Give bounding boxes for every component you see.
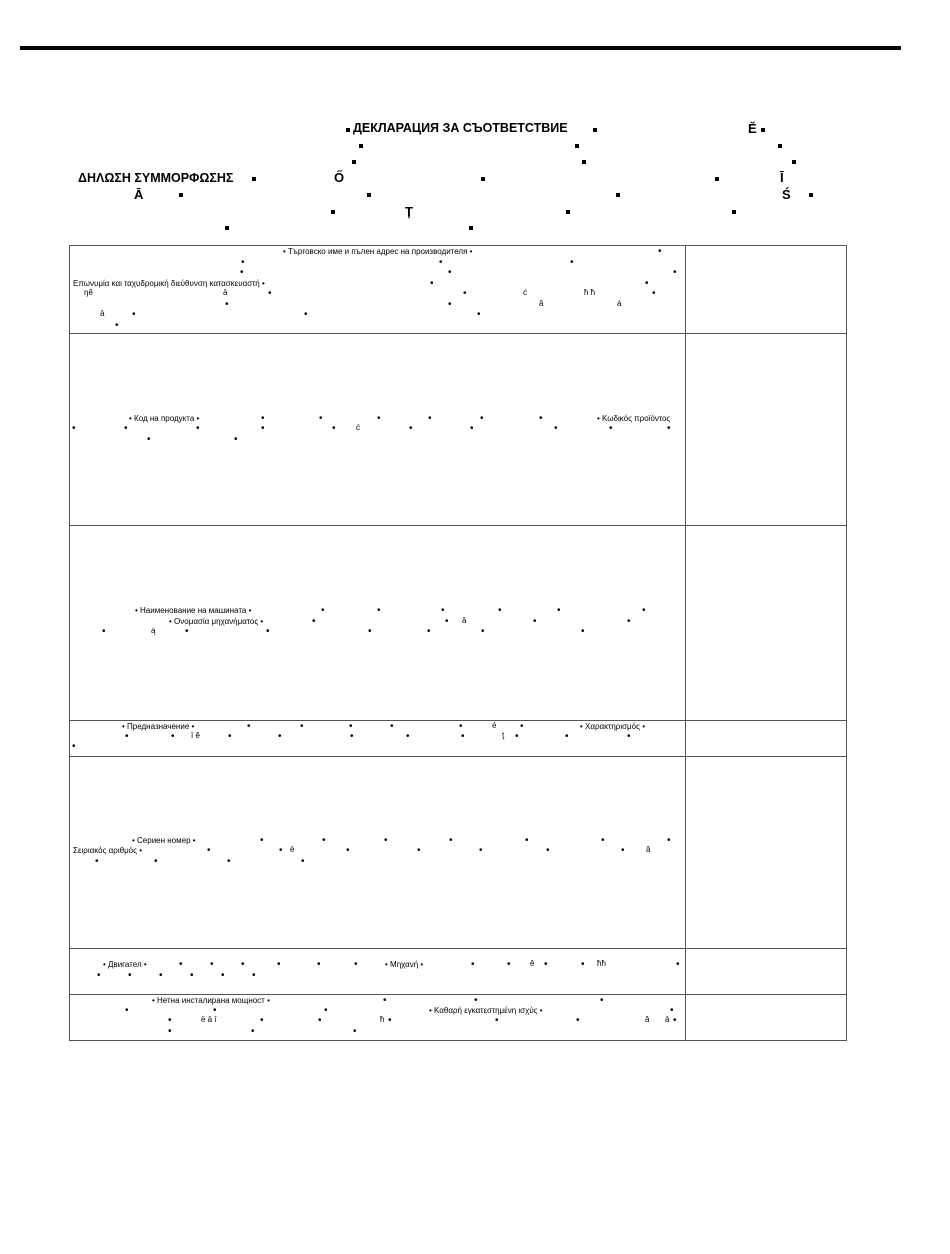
- dot: •: [445, 616, 449, 627]
- dot: •: [642, 605, 646, 616]
- dot: •: [441, 605, 445, 616]
- dot: •: [353, 1026, 357, 1037]
- title-glyph: Ā: [134, 187, 144, 202]
- bullet: [593, 128, 597, 132]
- dot: •: [227, 856, 231, 867]
- dot: •: [251, 1026, 255, 1037]
- dot: •: [304, 309, 308, 320]
- dot: •: [252, 970, 256, 981]
- table-row-product-code: [70, 334, 847, 526]
- dot: •: [428, 413, 432, 424]
- dot: •: [601, 835, 605, 846]
- dot: •: [190, 970, 194, 981]
- dot: •: [322, 835, 326, 846]
- dot: •: [546, 845, 550, 856]
- dot: •: [95, 856, 99, 867]
- dot: •: [448, 299, 452, 310]
- dot: •: [278, 731, 282, 742]
- dot: •: [210, 959, 214, 970]
- dot: •: [125, 731, 129, 742]
- dot: •: [97, 970, 101, 981]
- dot: •: [621, 845, 625, 856]
- dot: •: [268, 288, 272, 299]
- fragment: ā: [100, 309, 105, 318]
- fragment: ţ: [502, 731, 505, 740]
- bullet: [225, 226, 229, 230]
- bullet: [179, 193, 183, 197]
- bullet: [809, 193, 813, 197]
- product-code-value-cell: [686, 334, 847, 526]
- table-row-intended-use: [70, 721, 847, 757]
- fragment: ŋê: [84, 288, 93, 297]
- label-greek: • Μηχανή •: [385, 960, 424, 969]
- engine-label-cell: [70, 949, 686, 995]
- dot: •: [301, 856, 305, 867]
- dot: •: [266, 626, 270, 637]
- bullet: [575, 144, 579, 148]
- serial-number-value-cell: [686, 757, 847, 949]
- bullet: [481, 177, 485, 181]
- dot: •: [317, 959, 321, 970]
- table-row-engine: [70, 949, 847, 995]
- dot: •: [332, 423, 336, 434]
- dot: •: [383, 995, 387, 1006]
- dot: •: [430, 278, 434, 289]
- dot: •: [321, 605, 325, 616]
- dot: •: [72, 423, 76, 434]
- dot: •: [507, 959, 511, 970]
- dot: •: [196, 423, 200, 434]
- dot: •: [448, 267, 452, 278]
- bullet: [761, 128, 765, 132]
- machine-name-label-cell: [70, 526, 686, 721]
- bullet: [359, 144, 363, 148]
- dot: •: [480, 413, 484, 424]
- label-bulgarian: • Двигател •: [103, 960, 147, 969]
- dot: •: [260, 835, 264, 846]
- dot: •: [318, 1015, 322, 1026]
- dot: •: [247, 721, 251, 732]
- bullet: [469, 226, 473, 230]
- table-row-machine-name: [70, 526, 847, 721]
- dot: •: [576, 1015, 580, 1026]
- dot: •: [581, 626, 585, 637]
- dot: •: [673, 267, 677, 278]
- dot: •: [495, 1015, 499, 1026]
- table-row-manufacturer: [70, 246, 847, 334]
- product-code-label-cell: [70, 334, 686, 526]
- dot: •: [159, 970, 163, 981]
- bullet: [346, 128, 350, 132]
- dot: •: [581, 959, 585, 970]
- fragment: ë: [290, 845, 295, 854]
- label-bulgarian: • Сериен номер •: [132, 836, 196, 845]
- dot: •: [179, 959, 183, 970]
- dot: •: [557, 605, 561, 616]
- dot: •: [388, 1015, 392, 1026]
- dot: •: [168, 1026, 172, 1037]
- fragment: ħ ħ: [584, 288, 596, 297]
- machine-name-value-cell: [686, 526, 847, 721]
- dot: •: [168, 1015, 172, 1026]
- dot: •: [240, 267, 244, 278]
- dot: •: [477, 309, 481, 320]
- dot: •: [673, 1015, 677, 1026]
- dot: •: [261, 423, 265, 434]
- label-greek: • Κωδικός προϊόντος: [597, 414, 671, 423]
- title-glyph: Ś: [782, 187, 791, 202]
- title-bulgarian: ДЕКЛАРАЦИЯ ЗА СЪОТВЕТСТВИЕ: [353, 121, 568, 135]
- dot: •: [658, 246, 662, 257]
- label-bulgarian: • Наименование на машината •: [135, 606, 252, 615]
- fragment: ą: [151, 626, 156, 635]
- bullet: [352, 160, 356, 164]
- dot: •: [570, 257, 574, 268]
- dot: •: [409, 423, 413, 434]
- bullet: [582, 160, 586, 164]
- dot: •: [481, 626, 485, 637]
- fragment: á: [617, 299, 622, 308]
- bullet: [778, 144, 782, 148]
- intended-use-value-cell: [686, 721, 847, 757]
- fragment: ć: [356, 423, 360, 432]
- dot: •: [627, 616, 631, 627]
- dot: •: [439, 257, 443, 268]
- fragment: ë ā ī: [201, 1015, 217, 1024]
- dot: •: [459, 721, 463, 732]
- dot: •: [667, 835, 671, 846]
- engine-value-cell: [686, 949, 847, 995]
- fragment: ê: [530, 959, 535, 968]
- intended-use-label-cell: [70, 721, 686, 757]
- label-greek: Επωνυμία και ταχυδρομική διεύθυνση κατασκευαστή •: [73, 279, 265, 288]
- dot: •: [652, 288, 656, 299]
- dot: •: [406, 731, 410, 742]
- title-glyph: Ī: [780, 170, 784, 185]
- dot: •: [72, 741, 76, 752]
- bullet: [732, 210, 736, 214]
- dot: •: [417, 845, 421, 856]
- dot: •: [515, 731, 519, 742]
- bullet: [715, 177, 719, 181]
- dot: •: [471, 959, 475, 970]
- dot: •: [470, 423, 474, 434]
- dot: •: [479, 845, 483, 856]
- dot: •: [221, 970, 225, 981]
- dot: •: [427, 626, 431, 637]
- label-bulgarian: • Код на продукта •: [129, 414, 200, 423]
- dot: •: [234, 434, 238, 445]
- dot: •: [390, 721, 394, 732]
- label-greek: • Χαρακτηρισμός •: [580, 722, 645, 731]
- dot: •: [185, 626, 189, 637]
- dot: •: [525, 835, 529, 846]
- fragment: ā: [223, 288, 228, 297]
- dot: •: [554, 423, 558, 434]
- dot: •: [461, 731, 465, 742]
- fragment: ī ê: [191, 731, 200, 740]
- serial-number-label-cell: [70, 757, 686, 949]
- dot: •: [463, 288, 467, 299]
- dot: •: [676, 959, 680, 970]
- fragment: é: [492, 721, 497, 730]
- dot: •: [312, 616, 316, 627]
- dot: •: [539, 413, 543, 424]
- fragment: ā: [462, 616, 467, 625]
- dot: •: [349, 721, 353, 732]
- label-bulgarian: • Търговско име и пълен адрес на производителя •: [283, 247, 473, 256]
- fragment: â: [539, 299, 544, 308]
- bullet: [252, 177, 256, 181]
- dot: •: [600, 995, 604, 1006]
- net-power-label-cell: [70, 995, 686, 1041]
- dot: •: [609, 423, 613, 434]
- bullet: [331, 210, 335, 214]
- dot: •: [377, 605, 381, 616]
- bullet: [616, 193, 620, 197]
- label-greek: Σειριακός αριθμός •: [73, 846, 143, 855]
- top-rule: [20, 46, 901, 50]
- dot: •: [115, 320, 119, 331]
- dot: •: [346, 845, 350, 856]
- dot: •: [300, 721, 304, 732]
- table-row-serial-number: [70, 757, 847, 949]
- dot: •: [279, 845, 283, 856]
- dot: •: [124, 423, 128, 434]
- dot: •: [102, 626, 106, 637]
- dot: •: [277, 959, 281, 970]
- manufacturer-value-cell: [686, 246, 847, 334]
- dot: •: [261, 413, 265, 424]
- dot: •: [544, 959, 548, 970]
- dot: •: [260, 1015, 264, 1026]
- fragment: ħħ: [597, 959, 606, 968]
- bullet: [566, 210, 570, 214]
- dot: •: [645, 278, 649, 289]
- label-bulgarian: • Предназначение •: [122, 722, 195, 731]
- dot: •: [354, 959, 358, 970]
- fragment: ć: [523, 288, 527, 297]
- dot: •: [498, 605, 502, 616]
- dot: •: [377, 413, 381, 424]
- dot: •: [207, 845, 211, 856]
- dot: •: [241, 959, 245, 970]
- dot: •: [449, 835, 453, 846]
- fragment: ā: [665, 1015, 670, 1024]
- dot: •: [147, 434, 151, 445]
- title-glyph: Ț: [405, 204, 413, 219]
- title-glyph: Ő: [334, 170, 345, 185]
- fragment: â: [645, 1015, 650, 1024]
- dot: •: [350, 731, 354, 742]
- fragment: â: [646, 845, 651, 854]
- fragment: ħ: [380, 1015, 385, 1024]
- bullet: [792, 160, 796, 164]
- dot: •: [128, 970, 132, 981]
- dot: •: [667, 423, 671, 434]
- dot: •: [154, 856, 158, 867]
- dot: •: [132, 309, 136, 320]
- dot: •: [533, 616, 537, 627]
- dot: •: [627, 731, 631, 742]
- dot: •: [520, 721, 524, 732]
- dot: •: [670, 1005, 674, 1016]
- dot: •: [319, 413, 323, 424]
- dot: •: [384, 835, 388, 846]
- table-row-net-power: [70, 995, 847, 1041]
- dot: •: [565, 731, 569, 742]
- dot: •: [241, 257, 245, 268]
- title-glyph: Ĕ: [748, 121, 757, 136]
- dot: •: [324, 1005, 328, 1016]
- dot: •: [125, 1005, 129, 1016]
- label-greek: • Καθαρή εγκατεστημένη ισχύς •: [429, 1006, 543, 1015]
- net-power-value-cell: [686, 995, 847, 1041]
- manufacturer-label-cell: [70, 246, 686, 334]
- label-bulgarian: • Нетна инсталирана мощност •: [152, 996, 270, 1005]
- label-greek: • Ονομασία μηχανήματος •: [169, 617, 264, 626]
- dot: •: [171, 731, 175, 742]
- dot: •: [474, 995, 478, 1006]
- bullet: [367, 193, 371, 197]
- declaration-table: [69, 245, 847, 1041]
- dot: •: [213, 1005, 217, 1016]
- dot: •: [228, 731, 232, 742]
- title-greek: ΔΗΛΩΣΗ ΣΥΜΜΟΡΦΩΣΗΣ: [78, 171, 234, 185]
- dot: •: [225, 299, 229, 310]
- dot: •: [368, 626, 372, 637]
